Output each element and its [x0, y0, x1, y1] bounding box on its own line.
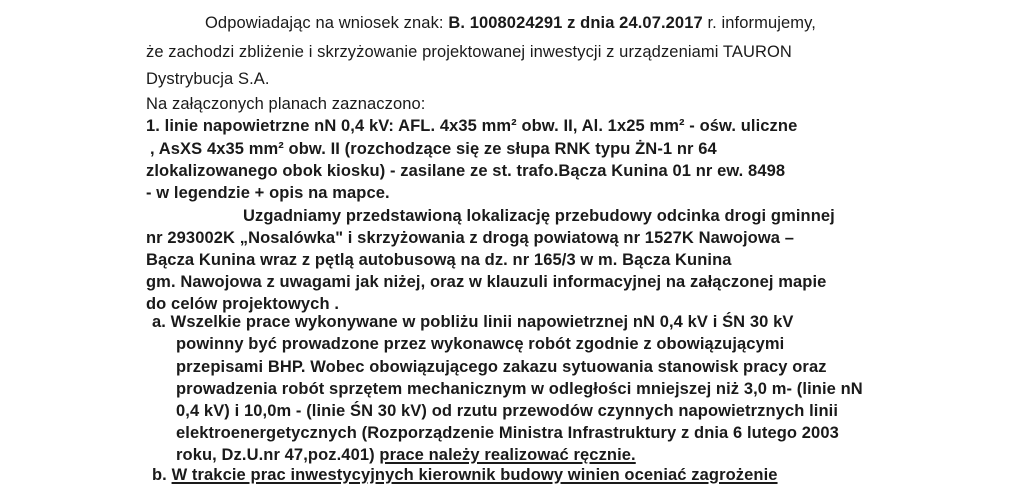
- item-1-line-3: zlokalizowanego obok kiosku) - zasilane ze st. trafo.Bącza Kunina 01 nr ew. 8498: [146, 162, 786, 180]
- request-reference: B. 1008024291 z dnia 24.07.2017: [448, 14, 703, 32]
- item-1-line-2: , AsXS 4x35 mm² obw. II (rozchodzące się ze słupa RNK typu ŻN-1 nr 64: [150, 140, 717, 158]
- item-a-line-6: elektroenergetycznych (Rozporządzenie Ministra Infrastruktury z dnia 6 lutego 2003: [176, 424, 839, 442]
- item-a-line-7-text: roku, Dz.U.nr 47,poz.401): [176, 446, 380, 464]
- item-a-line-5: 0,4 kV) i 10,0m - (linie ŚN 30 kV) od rzutu przewodów czynnych napowietrznych linii: [176, 402, 839, 420]
- intro-line-2: że zachodzi zbliżenie i skrzyżowanie projektowanej inwestycji z urządzeniami TAURON: [146, 43, 792, 61]
- intro-text-end: r. informujemy,: [702, 14, 816, 32]
- item-a-line-7: [176, 444, 636, 466]
- underlined-instruction: prace należy realizować ręcznie.: [379, 446, 636, 464]
- intro-text-start: Odpowiadając na wniosek znak:: [205, 14, 449, 32]
- plans-intro-line: Na załączonych planach zaznaczono:: [146, 95, 426, 113]
- item-a-line-4: prowadzenia robót sprzętem mechanicznym w odległości mniejszej niż 3,0 m- (linie nN: [176, 380, 863, 398]
- item-a-line-3: przepisami BHP. Wobec obowiązującego zakazu sytuowania stanowisk pracy oraz: [176, 358, 827, 376]
- item-a-line-2: powinny być prowadzone przez wykonawcę robót zgodnie z obowiązującymi: [176, 335, 785, 353]
- item-1-line-4: - w legendzie + opis na mapce.: [146, 184, 390, 202]
- paragraph-2-line-1: Uzgadniamy przedstawioną lokalizację przebudowy odcinka drogi gminnej: [243, 207, 835, 225]
- item-b-line-1: [152, 464, 778, 486]
- paragraph-2-line-2: nr 293002K „Nosalówka" i skrzyżowania z drogą powiatową nr 1527K Nawojowa –: [146, 229, 795, 247]
- item-a-line-1: a. Wszelkie prace wykonywane w pobliżu linii napowietrznej nN 0,4 kV i ŚN 30 kV: [152, 313, 794, 331]
- intro-line: [205, 12, 816, 34]
- item-b-text: W trakcie prac inwestycyjnych kierownik budowy winien oceniać zagrożenie: [171, 466, 778, 484]
- paragraph-2-line-4: gm. Nawojowa z uwagami jak niżej, oraz w klauzuli informacyjnej na załączonej mapie: [146, 273, 827, 291]
- paragraph-2-line-3: Bącza Kunina wraz z pętlą autobusową na dz. nr 165/3 w m. Bącza Kunina: [146, 251, 732, 269]
- paragraph-2-line-5: do celów projektowych .: [146, 295, 340, 313]
- intro-line-3: Dystrybucja S.A.: [146, 70, 270, 88]
- item-1-line-1: 1. linie napowietrzne nN 0,4 kV: AFL. 4x35 mm² obw. II, Al. 1x25 mm² - ośw. uliczne: [146, 117, 798, 135]
- item-b-label: b.: [152, 466, 172, 484]
